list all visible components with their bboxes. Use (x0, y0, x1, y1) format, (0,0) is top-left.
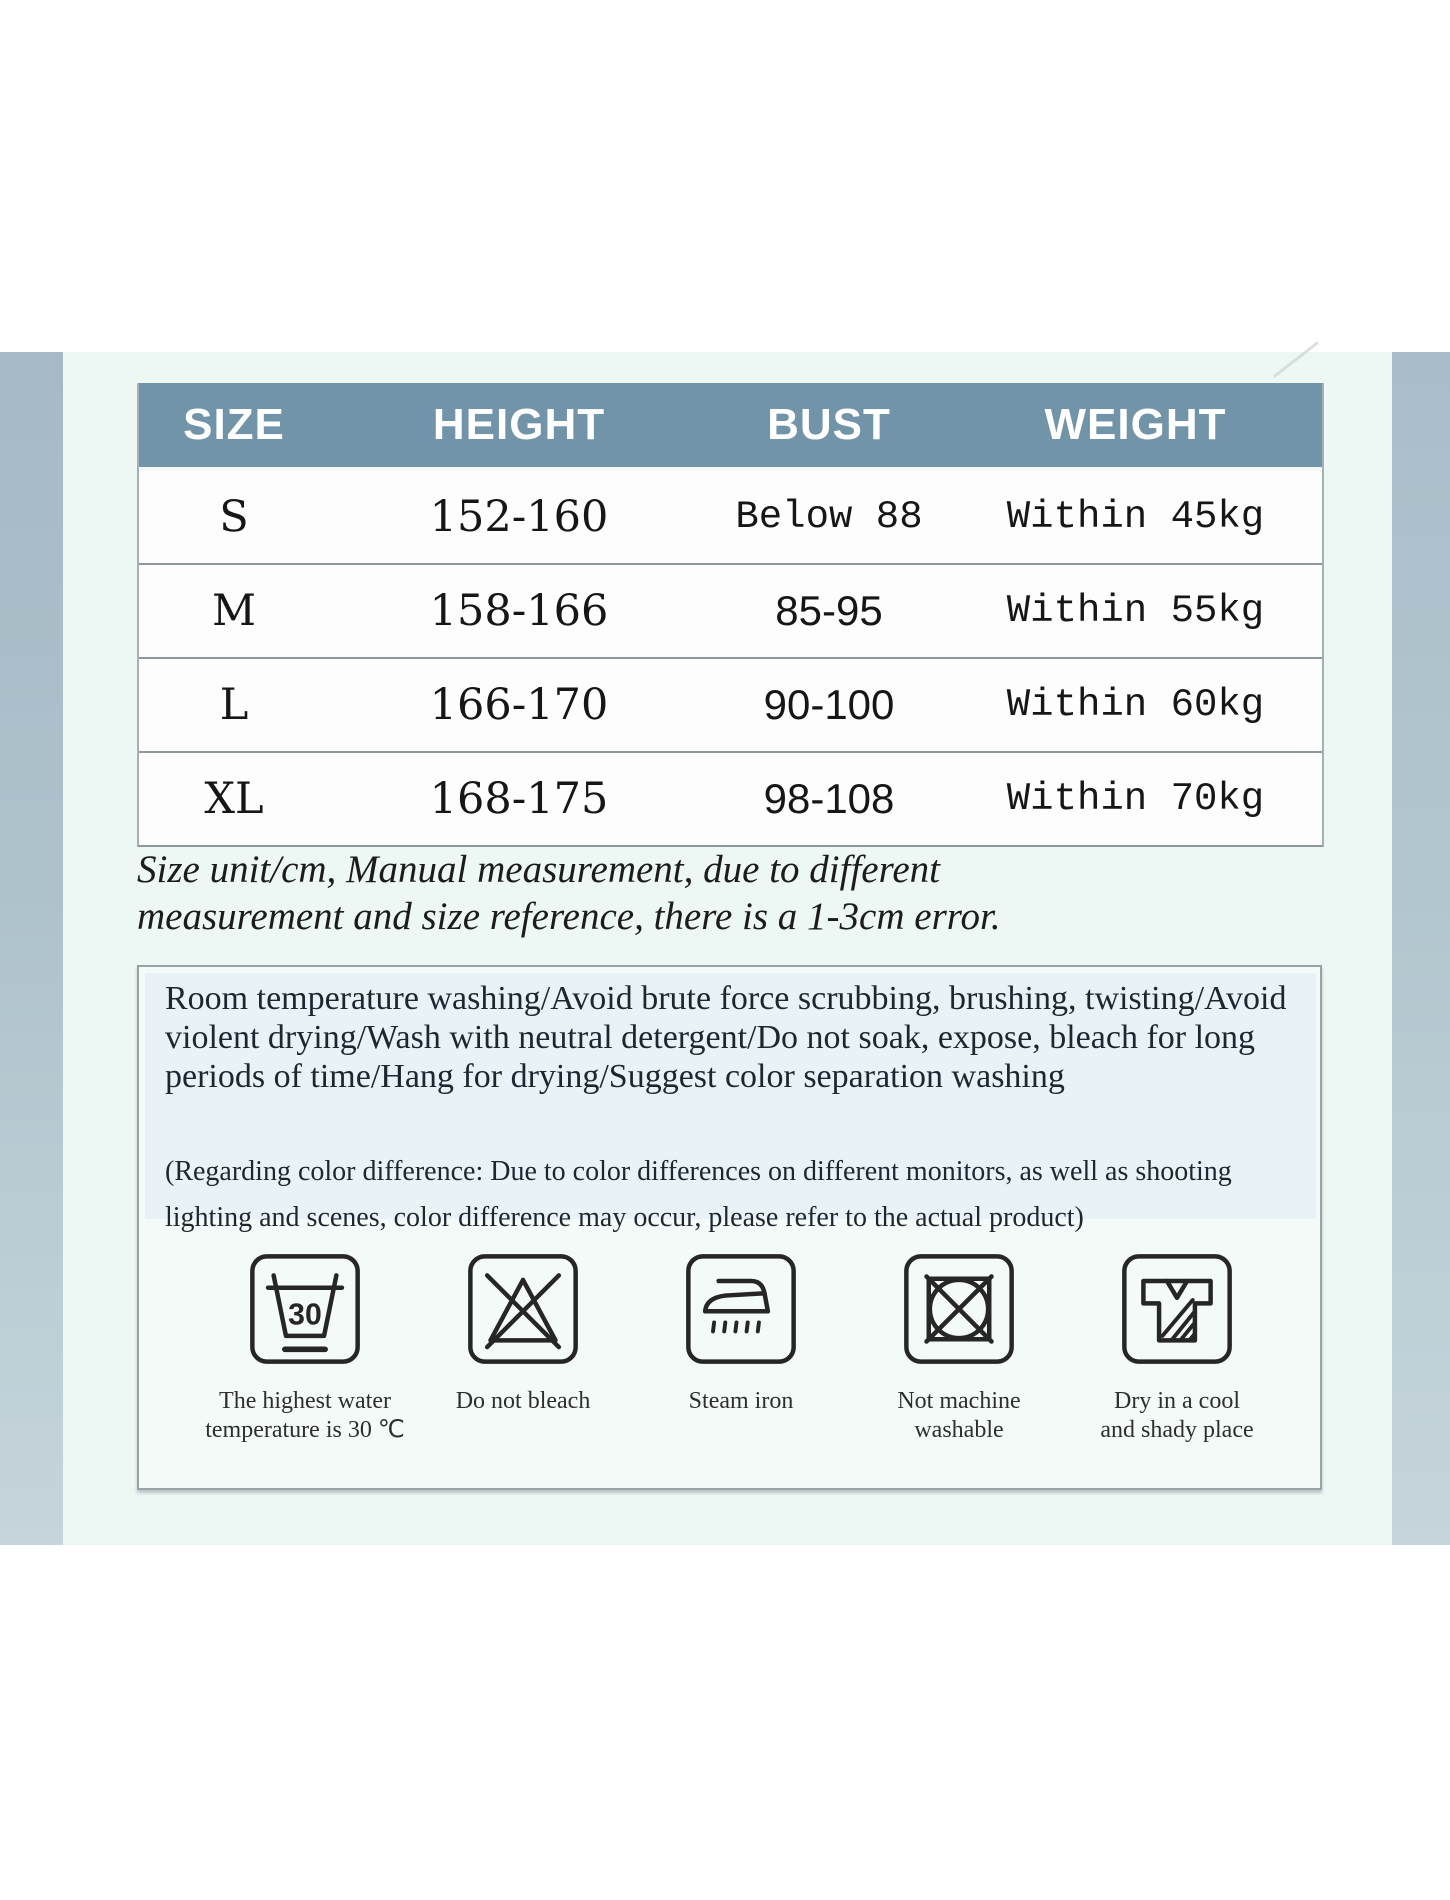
weight-value: Within 55kg (1006, 589, 1265, 633)
do-not-bleach-icon (467, 1253, 579, 1365)
bust-value: 98-108 (763, 775, 895, 822)
table-row (139, 563, 1322, 657)
height-value: 158-166 (429, 586, 609, 636)
care-icons-row (196, 1253, 1286, 1445)
size-chart-table (137, 383, 1324, 847)
care-caption: The highest water temperature is 30 ℃ (205, 1388, 405, 1443)
height-value: 168-175 (429, 774, 609, 824)
size-value: M (211, 586, 257, 636)
size-value: L (219, 680, 249, 730)
right-border-strip (1392, 352, 1450, 1545)
bust-value: 85-95 (775, 587, 883, 634)
header-size: SIZE (183, 400, 285, 449)
steam-iron-icon (685, 1253, 797, 1365)
size-table-header-row (139, 383, 1322, 471)
wash-temp-label: 30 (288, 1298, 322, 1332)
size-value: XL (204, 774, 264, 824)
size-note: Size unit/cm, Manual measurement, due to different measurement and size reference, there is a 1-3cm error. (137, 848, 1001, 938)
crease-mark (1273, 341, 1319, 378)
care-item-wash-30 (196, 1253, 414, 1445)
care-instructions-box (137, 965, 1322, 1490)
care-item-steam-iron (632, 1253, 850, 1445)
care-caption: Dry in a cool and shady place (1100, 1388, 1254, 1443)
shade-dry-icon (1121, 1253, 1233, 1365)
header-bust: BUST (767, 400, 891, 449)
table-row (139, 471, 1322, 563)
bust-value: 90-100 (763, 681, 895, 728)
bust-value: Below 88 (735, 495, 923, 539)
content-band (0, 352, 1450, 1545)
height-value: 152-160 (429, 492, 609, 542)
care-item-shade-dry (1068, 1253, 1286, 1445)
care-caption: Not machine washable (897, 1388, 1021, 1443)
washing-instructions-text: Room temperature washing/Avoid brute force scrubbing, brushing, twisting/Avoid violent drying/Wash with neutral detergent/Do not soak, expose, bleach for long periods of time/Hang for drying/Suggest color separation washing (165, 980, 1287, 1095)
weight-value: Within 70kg (1006, 777, 1265, 821)
weight-value: Within 60kg (1006, 683, 1265, 727)
table-row (139, 751, 1322, 845)
header-weight: WEIGHT (1044, 400, 1227, 449)
care-item-do-not-bleach (414, 1253, 632, 1445)
wash-30-icon (249, 1253, 361, 1365)
care-caption: Do not bleach (455, 1388, 591, 1414)
height-value: 166-170 (429, 680, 609, 730)
care-item-not-machine-washable (850, 1253, 1068, 1445)
not-machine-washable-icon (903, 1253, 1015, 1365)
weight-value: Within 45kg (1006, 495, 1265, 539)
color-difference-note: (Regarding color difference: Due to color differences on different monitors, as well as shooting lighting and scenes, color difference may occur, please refer to the actual product) (165, 1156, 1232, 1233)
table-row (139, 657, 1322, 751)
header-height: HEIGHT (432, 400, 606, 449)
care-caption: Steam iron (688, 1388, 794, 1414)
size-value: S (219, 492, 249, 542)
left-border-strip (0, 352, 63, 1545)
